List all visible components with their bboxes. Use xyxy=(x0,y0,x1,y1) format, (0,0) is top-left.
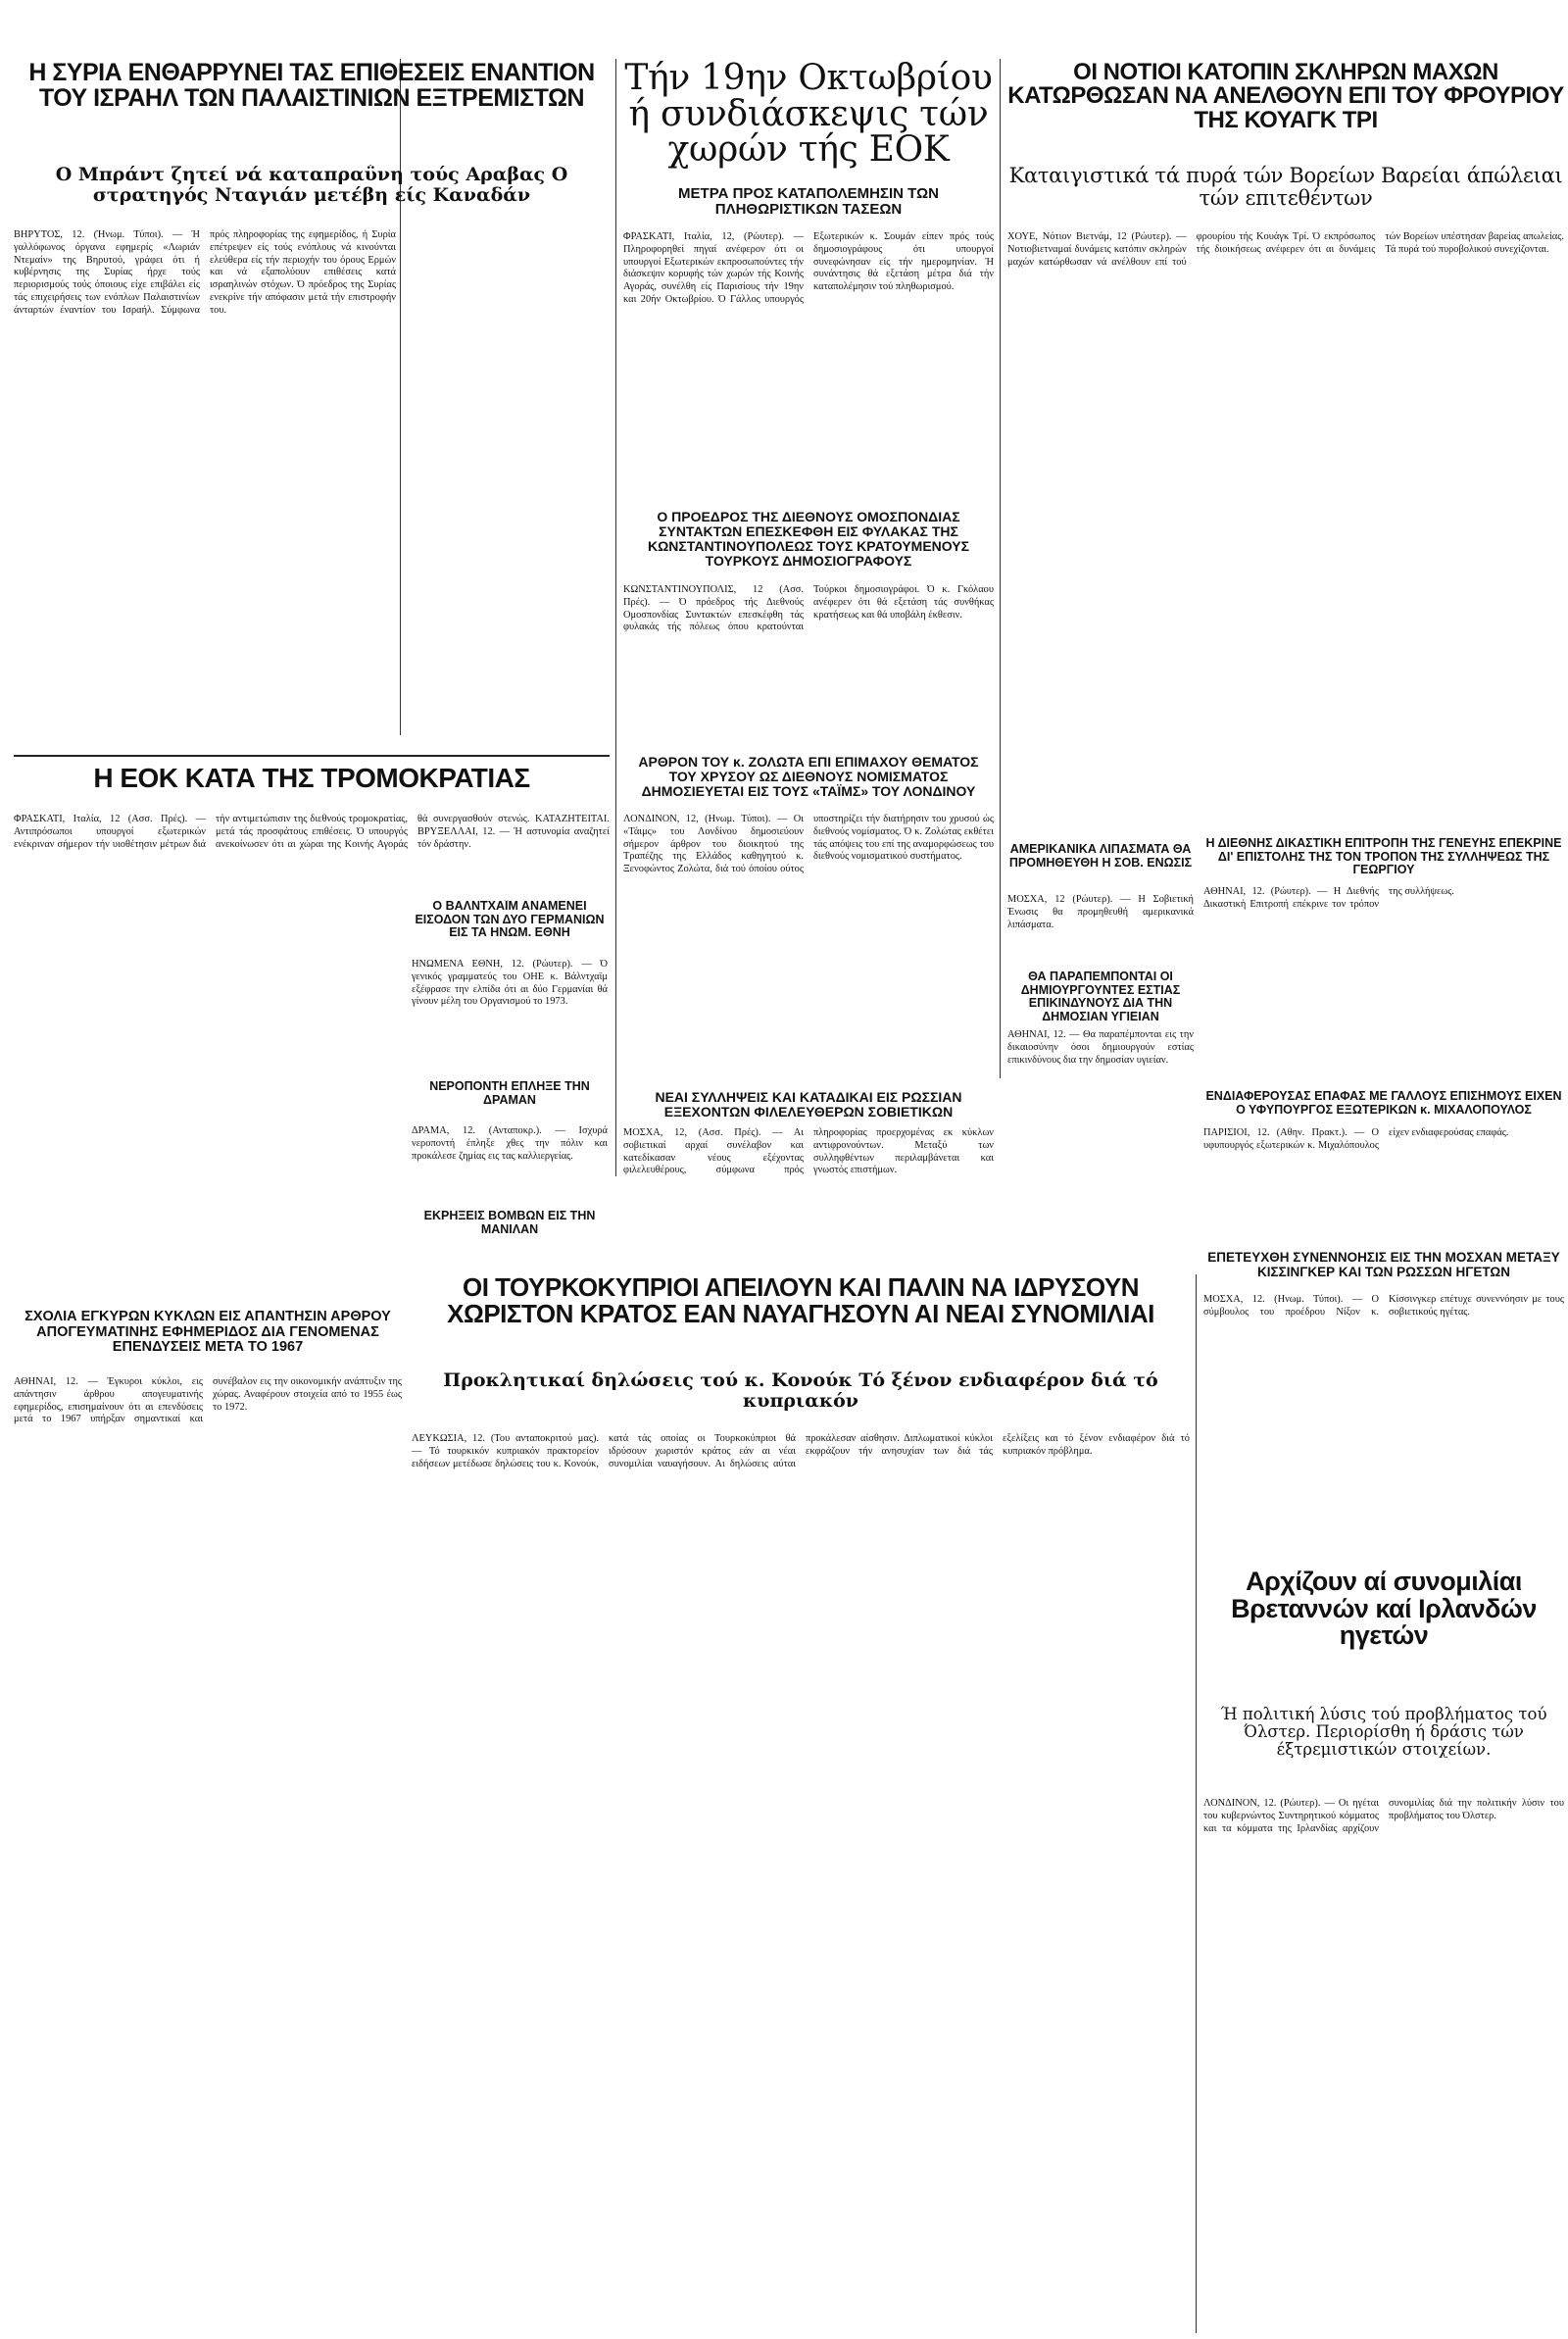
gold-headline: ΑΡΘΡΟΝ ΤΟΥ κ. ΖΟΛΩΤΑ ΕΠΙ ΕΠΙΜΑΧΟΥ ΘΕΜΑΤΟΣ ΤΟΥ ΧΡΥΣΟΥ ΩΣ ΔΙΕΘΝΟΥΣ ΝΟΜΙΣΜΑΤΟΣ ΔΗΜΟΣΙΕΥΕΤΑΙ ΕΙΣ ΤΟΥΣ «ΤΑΪΜΣ» ΤΟΥ ΛΟΝΔΙΝΟΥ xyxy=(638,755,979,800)
section-rule xyxy=(14,755,610,757)
michalopoulos-body: ΠΑΡΙΣΙΟΙ, 12. (Αθην. Πρακτ.). — Ο υφυπουργός εξωτερικών κ. Μιχαλόπουλος είχεν ενδιαφερούσας επαφάς. xyxy=(1203,1127,1509,1151)
fertilizers-body: ΜΟΣΧΑ, 12 (Ρώυτερ). — Η Σοβιετική Ένωσις θα προμηθευθή αμερικανικά λιπάσματα. xyxy=(1007,894,1194,930)
column-rule xyxy=(1196,1274,1197,2333)
court-body: ΑΘΗΝΑΙ, 12. (Ρώυτερ). — Η Διεθνής Δικαστική Επιτροπή επέκρινε τον τρόπον της συλλήψεως. xyxy=(1203,886,1454,910)
waldheim-body: ΗΝΩΜΕΝΑ ΕΘΝΗ, 12. (Ρώυτερ). — Ό γενικός γραμματεύς του ΟΗΕ κ. Βάλντχαϊμ εξέφρασε την ελπίδα ότι αι δύο Γερμανίαι θά γίνουν μέλη του Οργανισμού το 1973. xyxy=(412,959,608,1008)
vietnam-subhead: Καταιγιστικά τά πυρά τών Βορείων Βαρείαι άπώλειαι τών επιτεθέντων xyxy=(1008,165,1563,210)
journalists-headline: Ο ΠΡΟΕΔΡΟΣ ΤΗΣ ΔΙΕΘΝΟΥΣ ΟΜΟΣΠΟΝΔΙΑΣ ΣΥΝΤΑΚΤΩΝ ΕΠΕΣΚΕΦΘΗ ΕΙΣ ΦΥΛΑΚΑΣ ΤΗΣ ΚΩΝΣΤΑΝΤΙΝΟΥΠΟΛΕΩΣ ΤΟΥΣ ΚΡΑΤΟΥΜΕΝΟΥΣ ΤΟΥΡΚΟΥΣ ΔΗΜΟΣΙΟΓΡΑΦΟΥΣ xyxy=(647,510,970,570)
court-headline: Η ΔΙΕΘΝΗΣ ΔΙΚΑΣΤΙΚΗ ΕΠΙΤΡΟΠΗ ΤΗΣ ΓΕΝΕΥΗΣ ΕΠΕΚΡΙΝΕ ΔΙ' ΕΠΙΣΤΟΛΗΣ ΤΗΣ ΤΟΝ ΤΡΟΠΟΝ ΤΗΣ ΣΥΛΛΗΨΕΩΣ ΤΗΣ ΓΕΩΡΓΙΟΥ xyxy=(1205,837,1562,876)
michalopoulos-headline: ΕΝΔΙΑΦΕΡΟΥΣΑΣ ΕΠΑΦΑΣ ΜΕ ΓΑΛΛΟΥΣ ΕΠΙΣΗΜΟΥΣ ΕΙΧΕΝ Ο ΥΦΥΠΟΥΡΓΟΣ ΕΞΩΤΕΡΙΚΩΝ κ. ΜΙΧΑΛΟΠΟΥΛΟΣ xyxy=(1205,1090,1562,1117)
bombs-headline: ΕΚΡΗΞΕΙΣ ΒΟΜΒΩΝ ΕΙΣ ΤΗΝ ΜΑΝΙΛΑΝ xyxy=(423,1210,596,1236)
drama-body: ΔΡΑΜΑ, 12. (Ανταποκρ.). — Ισχυρά νεροποντή έπληξε χθες την πόλιν και προκάλεσε ζημίας εις τας καλλιεργείας. xyxy=(412,1125,608,1162)
ireland-subhead: Ή πολιτική λύσις τού προβλήματος τού Όλστερ. Περιορίσθη ή δράσις τών έξτρεμιστικών στοιχείων. xyxy=(1220,1706,1547,1759)
eec-subhead: ΜΕΤΡΑ ΠΡΟΣ ΚΑΤΑΠΟΛΕΜΗΣΙΝ ΤΩΝ ΠΛΗΘΩΡΙΣΤΙΚΩΝ ΤΑΣΕΩΝ xyxy=(678,186,939,219)
cyprus-subhead: Προκλητικαί δηλώσεις τού κ. Κονούκ Τό ξένον ενδιαφέρον διά τό κυπριακόν xyxy=(443,1370,1158,1412)
ireland-body: ΛΟΝΔΙΝΟΝ, 12. (Ρώυτερ). — Οι ηγέται του κυβερνώντος Συντηρητικού κόμματος και τα κόμματα της Ιρλανδίας αρχίζουν συνομιλίας διά την πολιτικήν λύσιν του προβλήματος του Όλστερ. xyxy=(1203,1798,1564,1834)
vietnam-body: ΧΟΥΕ, Νότιον Βιετνάμ, 12 (Ρώυτερ). — Νοτιοβιετναμαί δυνάμεις κατόπιν σκληρών μαχών κατώρθωσαν νά ανέλθουν επί τού φρουρίου τής Κουάγκ Τρί. Ό εκπρόσωπος τής διοικήσεως ανέφερεν ότι αι δυνάμεις τών Βορείων υπέστησαν βαρείας απωλείας. Τά πυρά τού πυροβολικού συνεχίζονται. xyxy=(1007,231,1564,268)
terror-body: ΦΡΑΣΚΑΤΙ, Ιταλία, 12 (Ασσ. Πρές). — Αντιπρόσωποι υπουργοί εξωτερικών ενέκριναν σήμερον τήν υιοθέτησιν μέτρων διά τήν αντιμετώπισιν της διεθνούς τρομοκρατίας, μετά τάς προσφάτους επιθέσεις. Ό υπουργός ανεκοίνωσεν ότι αι χώραι της Κοινής Αγοράς θά συνεργασθούν στενώς. ΚΑΤΑΖΗΤΕΙΤΑΙ. ΒΡΥΞΕΛΛΑΙ, 12. — Ή αστυνομία αναζητεί τόν δράστην. xyxy=(14,814,610,850)
syria-headline: Η ΣΥΡΙΑ ΕΝΘΑΡΡΥΝΕΙ ΤΑΣ ΕΠΙΘΕΣΕΙΣ ΕΝΑΝΤΙΟΝ ΤΟΥ ΙΣΡΑΗΛ ΤΩΝ ΠΑΛΑΙΣΤΙΝΙΩΝ ΕΞΤΡΕΜΙΣΤΩΝ xyxy=(28,61,595,111)
fertilizers-headline: ΑΜΕΡΙΚΑΝΙΚΑ ΛΙΠΑΣΜΑΤΑ ΘΑ ΠΡΟΜΗΘΕΥΘΗ Η ΣΟΒ. ΕΝΩΣΙΣ xyxy=(1008,843,1193,870)
terror-headline: Η ΕΟΚ ΚΑΤΑ ΤΗΣ ΤΡΟΜΟΚΡΑΤΙΑΣ xyxy=(93,765,530,793)
column-rule xyxy=(1000,59,1001,1078)
ireland-headline: Αρχίζουν αί συνομιλίαι Βρεταννών καί Ιρλανδών ηγετών xyxy=(1231,1568,1537,1650)
column-rule xyxy=(615,59,616,1176)
eec-headline: Τήν 19ην Οκτωβρίου ή συνδιάσκεψις τών χωρών τής ΕΟΚ xyxy=(624,61,993,170)
scholia-headline: ΣΧΟΛΙΑ ΕΓΚΥΡΩΝ ΚΥΚΛΩΝ ΕΙΣ ΑΠΑΝΤΗΣΙΝ ΑΡΘΡΟΥ ΑΠΟΓΕΥΜΑΤΙΝΗΣ ΕΦΗΜΕΡΙΔΟΣ ΔΙΑ ΓΕΝΟΜΕΝΑΣ ΕΠΕΝΔΥΣΕΙΣ ΜΕΤΑ ΤΟ 1967 xyxy=(24,1310,391,1356)
journalists-body: ΚΩΝΣΤΑΝΤΙΝΟΥΠΟΛΙΣ, 12 (Ασσ. Πρές). — Ό πρόεδρος τής Διεθνούς Ομοσπονδίας Συντακτών επεσκέφθη τάς φυλακάς τής πόλεως όπου κρατούνται Τούρκοι δημοσιογράφοι. Ό κ. Γκόλαου ανέφερεν ότι θά εξετάση τάς συνθήκας κρατήσεως και θά υποβάλη έκθεσιν. xyxy=(623,584,994,633)
health-body: ΑΘΗΝΑΙ, 12. — Θα παραπέμπονται εις την δικαιοσύνην όσοι δημιουργούν εστίας επικινδύνους δια την δημοσίαν υγιείαν. xyxy=(1007,1029,1194,1066)
soviet-headline: ΝΕΑΙ ΣΥΛΛΗΨΕΙΣ ΚΑΙ ΚΑΤΑΔΙΚΑΙ ΕΙΣ ΡΩΣΣΙΑΝ ΕΞΕΧΟΝΤΩΝ ΦΙΛΕΛΕΥΘΕΡΩΝ ΣΟΒΙΕΤΙΚΩΝ xyxy=(655,1090,962,1120)
waldheim-headline: Ο ΒΑΛΝΤΧΑΪΜ ΑΝΑΜΕΝΕΙ ΕΙΣΟΔΟΝ ΤΩΝ ΔΥΟ ΓΕΡΜΑΝΙΩΝ ΕΙΣ ΤΑ ΗΝΩΜ. ΕΘΝΗ xyxy=(415,900,605,939)
syria-subhead: Ο Μπράντ ζητεί νά καταπραΰνη τούς Αραβας Ο στρατηγός Νταγιάν μετέβη είς Καναδάν xyxy=(55,165,568,206)
eec-body: ΦΡΑΣΚΑΤΙ, Ιταλία, 12, (Ρώυτερ). — Πληροφορηθεί πηγαί ανέφερον ότι οι υπουργοί Εξωτερικών εκπροσωπούντες τήν διάσκεψιν κορυφής τών χωρών τής Κοινής Αγοράς, συνέλθη είς Παρισίους τήν 19ην και 20ήν Οκτωβρίου. Ό Γάλλος υπουργός Εξωτερικών κ. Σουμάν είπεν πρός τούς δημοσιογράφους ότι υπουργοί συνεφώνησαν είς τήν ημερομηνίαν. Ή συνάντησις θά εξετάση μέτρα διά τήν καταπολέμησιν τού πληθωρισμού. xyxy=(623,231,994,305)
column-rule xyxy=(400,59,401,735)
vietnam-headline: ΟΙ ΝΟΤΙΟΙ ΚΑΤΟΠΙΝ ΣΚΛΗΡΩΝ ΜΑΧΩΝ ΚΑΤΩΡΘΩΣΑΝ ΝΑ ΑΝΕΛΘΟΥΝ ΕΠΙ ΤΟΥ ΦΡΟΥΡΙΟΥ ΤΗΣ ΚΟΥΑΓΚ ΤΡΙ xyxy=(1007,61,1564,133)
cyprus-headline: ΟΙ ΤΟΥΡΚΟΚΥΠΡΙΟΙ ΑΠΕΙΛΟΥΝ ΚΑΙ ΠΑΛΙΝ ΝΑ ΙΔΡΥΣΟΥΝ ΧΩΡΙΣΤΟΝ ΚΡΑΤΟΣ ΕΑΝ ΝΑΥΑΓΗΣΟΥΝ ΑΙ ΝΕΑΙ ΣΥΝΟΜΙΛΙΑΙ xyxy=(447,1274,1154,1327)
health-headline: ΘΑ ΠΑΡΑΠΕΜΠΟΝΤΑΙ ΟΙ ΔΗΜΙΟΥΡΓΟΥΝΤΕΣ ΕΣΤΙΑΣ ΕΠΙΚΙΝΔΥΝΟΥΣ ΔΙΑ ΤΗΝ ΔΗΜΟΣΙΑΝ ΥΓΙΕΙΑΝ xyxy=(1020,970,1181,1023)
cyprus-body: ΛΕΥΚΩΣΙΑ, 12. (Του ανταποκριτού μας). — Τό τουρκικόν κυπριακόν πρακτορείον ειδήσεων μετέδωσε δηλώσεις του κ. Κονούκ, κατά τάς οποίας οι Τουρκοκύπριοι θά ιδρύσουν χωριστόν κράτος εάν αι νέαι συνομιλίαι ναυαγήσουν. Αι δηλώσεις αύται προκάλεσαν αίσθησιν. Διπλωματικοί κύκλοι εκφράζουν τήν ανησυχίαν των διά τάς εξελίξεις και τό ξένον ενδιαφέρον διά τό κυπριακόν πρόβλημα. xyxy=(412,1433,1190,1469)
soviet-body: ΜΟΣΧΑ, 12, (Ασσ. Πρές). — Αι σοβιετικαί αρχαί συνέλαβον και κατεδίκασαν νέους εξέχοντας φιλελευθέρους, σύμφωνα πρός πληροφορίας προερχομένας εκ κύκλων αντιφρονούντων. Μεταξύ των συλληφθέντων περιλαμβάνεται και γνωστός επιστήμων. xyxy=(623,1127,994,1176)
syria-body: ΒΗΡΥΤΟΣ, 12. (Ήνωμ. Τύποι). — Ή γαλλόφωνος όργανα εφημερίς «Λωριάν Ντεμαίν» της Βηρυτού, γράφει ότι ή κυβέρνησις της Συρίας ήρχε τούς περιορισμούς τούς όποιους είχε επιβάλει είς τάς επιχειρήσεις των ενόπλων Παλαιστινίων άνταρτών έναντίον του Ισραήλ. Σύμφωνα πρός πληροφορίας της εφημερίδος, ή Συρία επέτρεψεν είς τούς ενόπλους νά κινούνται ελεύθερα είς τήν περιοχήν του όρους Ερμών και νά εξαπολύουν επιθέσεις κατά ισραηλινών στόχων. Ό πρόεδρος της Συρίας ενεκρίνε τήν απόφασιν μετά τήν επιστροφήν του. xyxy=(14,229,396,316)
drama-headline: ΝΕΡΟΠΟΝΤΗ ΕΠΛΗΞΕ ΤΗΝ ΔΡΑΜΑΝ xyxy=(429,1080,590,1107)
kissinger-body: ΜΟΣΧΑ, 12. (Ηνωμ. Τύποι). — Ο σύμβουλος του προέδρου Νίξον κ. Κίσσινγκερ επέτυχε συνεννόησιν με τους σοβιετικούς ηγέτας. xyxy=(1203,1294,1564,1318)
gold-body: ΛΟΝΔΙΝΟΝ, 12, (Ηνωμ. Τύποι). — Οι «Τάιμς» του Λονδίνου δημοσιεύουν σήμερον άρθρον του διοικητού της Τραπέζης της Ελλάδος καθηγητού κ. Ξενοφώντος Ζολώτα, διά τού όποίου ούτος υποστηρίζει τήν διατήρησιν του χρυσού ώς διεθνούς νομίσματος. Ό κ. Ζολώτας εκθέτει τάς απόψεις του επί της αναμορφώσεως του διεθνούς νομισματικού συστήματος. xyxy=(623,814,994,875)
kissinger-headline: ΕΠΕΤΕΥΧΘΗ ΣΥΝΕΝΝΟΗΣΙΣ ΕΙΣ ΤΗΝ ΜΟΣΧΑΝ ΜΕΤΑΞΥ ΚΙΣΣΙΝΓΚΕΡ ΚΑΙ ΤΩΝ ΡΩΣΣΩΝ ΗΓΕΤΩΝ xyxy=(1207,1251,1560,1279)
scholia-body: ΑΘΗΝΑΙ, 12. — Έγκυροι κύκλοι, εις απάντησιν άρθρου απογευματινής εφημερίδος, επισημαίνουν ότι αι επενδύσεις μετά το 1967 υπήρξαν σημαντικαί και συνέβαλον εις την οικονομικήν ανάπτυξιν της χώρας. Αναφέρουν στοιχεία από το 1955 έως το 1972. xyxy=(14,1376,402,1425)
